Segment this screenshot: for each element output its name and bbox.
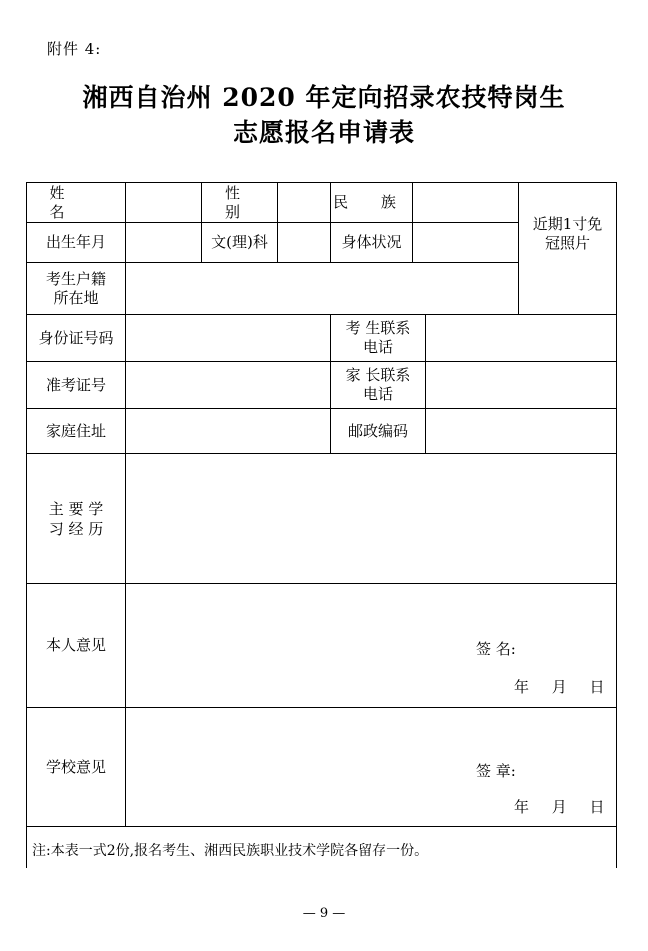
- note-border-left: [26, 826, 27, 868]
- school-date-label: 年 月 日: [514, 798, 605, 816]
- address-label: 家庭住址: [26, 408, 126, 454]
- form-note: 注:本表一式2份,报名考生、湘西民族职业技术学院各留存一份。: [32, 843, 429, 859]
- gender-label: 性 别: [201, 182, 278, 223]
- parent-phone-field[interactable]: [425, 361, 617, 409]
- gender-field[interactable]: [277, 182, 331, 223]
- arts-science-field[interactable]: [277, 222, 331, 263]
- note-border-right: [616, 826, 617, 868]
- arts-science-label: 文(理)科: [201, 222, 278, 263]
- exam-number-field[interactable]: [125, 361, 331, 409]
- health-label: 身体状况: [330, 222, 413, 263]
- photo-box[interactable]: 近期1寸免冠照片: [518, 182, 617, 315]
- personal-opinion-label: 本人意见: [26, 583, 126, 708]
- postcode-field[interactable]: [425, 408, 617, 454]
- student-phone-label: 考 生联系电话: [330, 314, 426, 362]
- study-history-field[interactable]: [125, 453, 617, 584]
- ethnicity-label: 民 族: [330, 182, 413, 223]
- personal-date-label: 年 月 日: [514, 678, 605, 696]
- page-number: — 9 —: [302, 906, 346, 921]
- parent-phone-label: 家 长联系电话: [330, 361, 426, 409]
- school-opinion-field[interactable]: [125, 707, 617, 827]
- form-title-line2: 志愿报名申请表: [232, 118, 415, 147]
- school-seal-label: 签 章:: [476, 762, 516, 780]
- ethnicity-field[interactable]: [412, 182, 519, 223]
- household-label: 考生户籍所在地: [26, 262, 126, 315]
- form-title-line1: 湘西自治州 2020 年定向招录农技特岗生: [82, 83, 566, 112]
- name-label: 姓 名: [26, 182, 126, 223]
- address-field[interactable]: [125, 408, 331, 454]
- birth-field[interactable]: [125, 222, 202, 263]
- postcode-label: 邮政编码: [330, 408, 426, 454]
- school-opinion-label: 学校意见: [26, 707, 126, 827]
- study-history-label: 主 要 学 习 经 历: [26, 453, 126, 584]
- id-number-field[interactable]: [125, 314, 331, 362]
- household-field[interactable]: [125, 262, 519, 315]
- attachment-label: 附件 4:: [47, 40, 102, 58]
- name-field[interactable]: [125, 182, 202, 223]
- exam-number-label: 准考证号: [26, 361, 126, 409]
- personal-signature-label: 签 名:: [476, 640, 516, 658]
- birth-label: 出生年月: [26, 222, 126, 263]
- id-number-label: 身份证号码: [26, 314, 126, 362]
- student-phone-field[interactable]: [425, 314, 617, 362]
- health-field[interactable]: [412, 222, 519, 263]
- personal-opinion-field[interactable]: [125, 583, 617, 708]
